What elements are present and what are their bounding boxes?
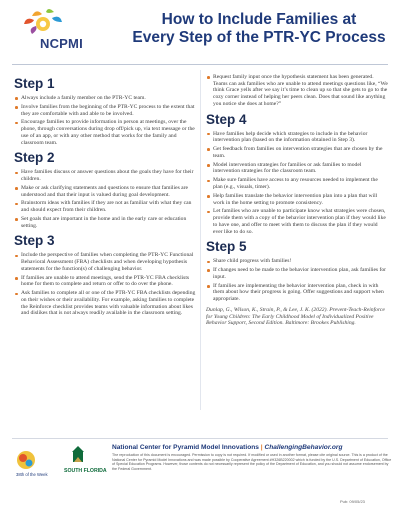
partner-logos <box>14 442 109 482</box>
list-item: Share child progress with families! <box>206 258 388 265</box>
footer-org-name: National Center for Pyramid Model Innovations <box>112 444 259 451</box>
burst-icon <box>24 9 62 34</box>
step-1-list <box>14 95 196 146</box>
footer-title-line <box>112 444 392 451</box>
list-item: Ask families to complete all or one of the PTR-YC FBA checklists depending on their wishes or their availability. For example, asking families to complete the Reinforce checklist provides teams with valuable information about likes and dislikes that is not always readily available in the classroom setting. <box>14 290 196 317</box>
title-line-2: Every Step of the PTR-YC Process <box>132 29 386 46</box>
step-2-heading: Step 2 <box>14 150 55 166</box>
list-item: If changes need to be made to the behavior intervention plan, ask families for input. <box>206 267 388 280</box>
page-title <box>128 11 390 47</box>
list-item: Brainstorm ideas with families if they are not as familiar with what they can and should expect from their children. <box>14 200 196 213</box>
list-item: Include the perspective of families when completing the PTR-YC Functional Behavioral Assessment (FBA) checklists and when developing hypothesis statements for the function(s) of challenging behavior. <box>14 252 196 272</box>
list-item: If families are implementing the behavior intervention plan, check in with them about how their progress is going. Offer suggestions and support when appropriate. <box>206 283 388 303</box>
list-item: Model intervention strategies for families or ask families to model intervention strategies for the classroom team. <box>206 162 388 175</box>
step-4-section <box>206 112 388 236</box>
list-item: Encourage families to provide information in person at meetings, over the phone, through conversations during drop off/pick up, via text message or the use of an app, or with any other method that works for the family and classroom team. <box>14 119 196 146</box>
step-3-list <box>14 252 196 317</box>
list-item: Involve families from the beginning of the PTR-YC process to the extent that they are comfortable with and able to be involved. <box>14 104 196 117</box>
citation: Dunlap, G., Wilson, K., Strain, P., & Lee, J. K. (2022). Prevent-Teach-Reinforce for Young Children: The Early Childhood Model of Individualized Positive Behavior Support, Second Edition. Baltimore: Brookes Publishing. <box>206 306 385 327</box>
logo-wordmark: NCPMI <box>40 36 83 51</box>
step-3-section <box>14 233 196 317</box>
column-divider <box>200 70 201 410</box>
usf-logo-icon <box>72 446 84 462</box>
list-item: Request family input once the hypothesis statement has been generated. Teams can ask families who are unable to attend meetings questions like, “We think Grace yells after we say it’s time to clean up so that she gets to go to the cozy corner instead of helping her peers clean. Does that sound like anything you notice she does at home?” <box>206 74 388 108</box>
title-line-1: How to Include Families at <box>161 11 357 28</box>
list-item: Have families discuss or answer questions about the goals they have for their children. <box>14 169 196 182</box>
step-3-list-continued <box>206 74 388 108</box>
right-column <box>206 72 388 327</box>
week-logo-text: 38th of the Week <box>16 472 48 477</box>
list-item: Make or ask clarifying statements and questions to ensure that families are understood and that their input is valued during goal development. <box>14 185 196 198</box>
list-item: Set goals that are important in the home and in the early care or education setting. <box>14 216 196 229</box>
footer-separator: | <box>258 444 265 451</box>
step-4-list <box>206 131 388 236</box>
step-5-section <box>206 239 388 303</box>
list-item: Let families who are unable to participate know what strategies were chosen, provide them with a copy of the behavior intervention plan if they would like to have one, and offer to meet with them to discuss the plan if they would ever like to do so. <box>206 208 388 235</box>
step-2-list <box>14 169 196 229</box>
left-column <box>14 72 196 321</box>
step-5-list <box>206 258 388 303</box>
step-1-section <box>14 76 196 146</box>
step-2-section <box>14 150 196 229</box>
step-1-heading: Step 1 <box>14 76 55 91</box>
step-4-heading: Step 4 <box>206 111 247 127</box>
week-logo-icon <box>17 451 35 469</box>
step-5-heading: Step 5 <box>206 239 247 255</box>
footer-divider <box>12 438 388 439</box>
list-item: Have families help decide which strategies to include in the behavior intervention plan (based on the information obtained in Step 3). <box>206 131 388 144</box>
header-divider <box>12 64 388 65</box>
list-item: If families are unable to attend meetings, send the PTR-YC FBA checklists home for them to complete and return or offer to do over the phone. <box>14 275 196 288</box>
list-item: Always include a family member on the PTR-YC team. <box>14 95 196 102</box>
list-item: Make sure families have access to any resources needed to implement the plan (e.g., visuals, timer). <box>206 177 388 190</box>
footer-website-link[interactable]: ChallengingBehavior.org <box>264 444 343 451</box>
list-item: Get feedback from families on intervention strategies that are chosen by the team. <box>206 146 388 159</box>
step-3-heading: Step 3 <box>14 233 55 249</box>
usf-logo-text: SOUTH FLORIDA <box>64 468 107 474</box>
publication-code: Pub: 09/05/23 <box>340 499 365 504</box>
list-item: Help families translate the behavior intervention plan into a plan that will work in the home setting to promote consistency. <box>206 193 388 206</box>
footer <box>112 444 392 471</box>
footer-disclaimer: The reproduction of this document is encouraged. Permission to copy is not required. If modified or used in another format, please cite original source. This is a product of the National Center for Pyramid Model Innovations and was made possible by Cooperative Agreement #H326B220002 which is funded by the U.S. Department of Education, Office of Special Education Programs. However, those contents do not necessarily represent the policy of the Department of Education, and you should not assume endorsement by the Federal Government. <box>112 453 392 471</box>
